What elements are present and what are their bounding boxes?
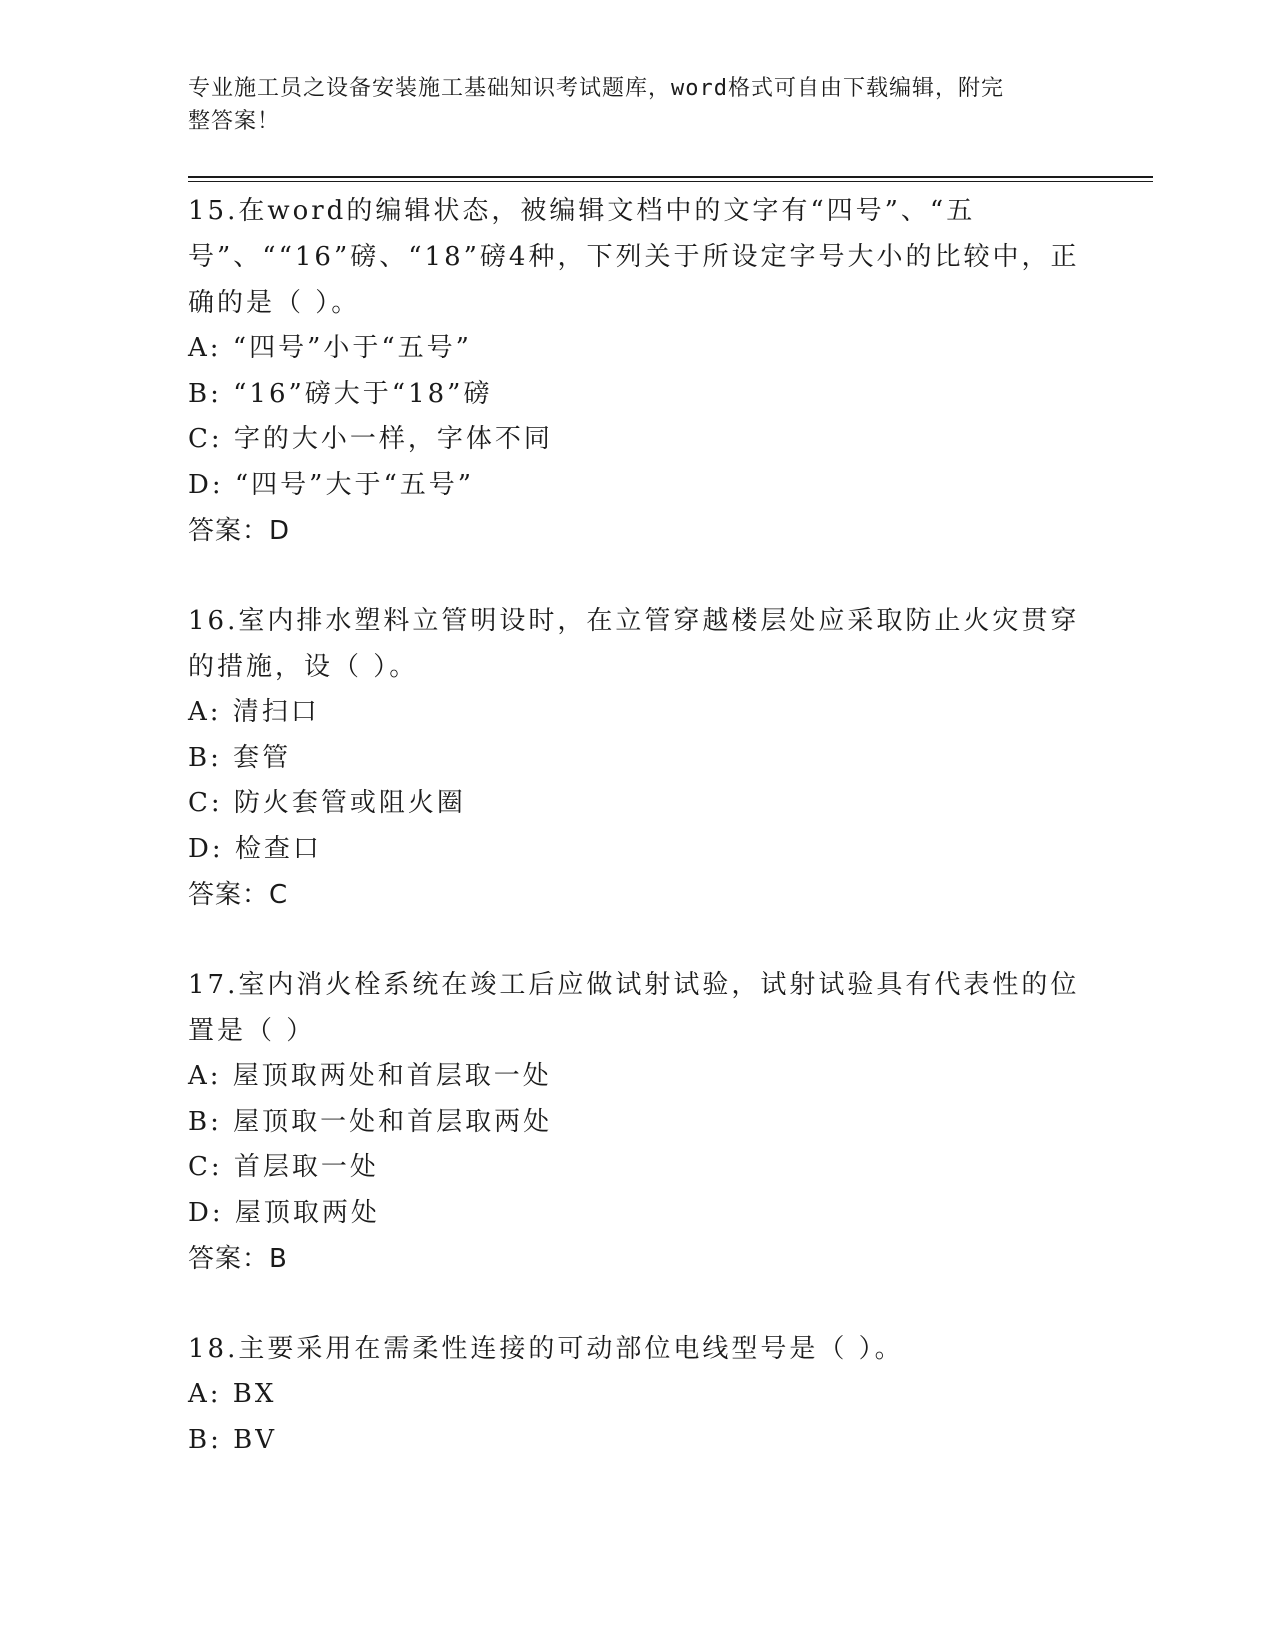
question-18	[188, 1326, 1088, 1463]
header-line-2: 整答案！	[188, 109, 281, 134]
answer-line: 答案：C	[188, 880, 289, 910]
option-b: B: “16”磅大于“18”磅	[188, 378, 493, 409]
option-a: A: BX	[188, 1379, 277, 1409]
question-stem: 17.室内消火栓系统在竣工后应做试射试验，试射试验具有代表性的位置是（ ）	[188, 970, 1080, 1046]
option-c: C: 首层取一处	[188, 1152, 379, 1182]
option-d: D: 屋顶取两处	[188, 1197, 380, 1228]
option-b: B: 套管	[188, 742, 292, 773]
question-stem: 16.室内排水塑料立管明设时，在立管穿越楼层处应采取防止火灾贯穿的措施，设（ ）。	[188, 606, 1080, 682]
document-header	[188, 72, 1068, 138]
option-b: B: BV	[188, 1424, 278, 1455]
header-divider-thin	[188, 181, 1153, 182]
question-list	[188, 188, 1088, 1507]
option-a: A: “四号”小于“五号”	[188, 333, 472, 363]
option-d: D: “四号”大于“五号”	[188, 469, 475, 500]
question-stem: 15.在word的编辑状态，被编辑文档中的文字有“四号”、“五号”、““16”磅、“18”磅4种，下列关于所设定字号大小的比较中，正确的是（ ）。	[188, 196, 1080, 318]
answer-line: 答案：B	[188, 1244, 288, 1274]
option-c: C: 字的大小一样，字体不同	[188, 424, 553, 454]
header-divider-thick	[188, 176, 1153, 178]
option-c: C: 防火套管或阻火圈	[188, 788, 466, 818]
question-17	[188, 962, 1088, 1282]
question-16	[188, 598, 1088, 918]
option-a: A: 屋顶取两处和首层取一处	[188, 1061, 552, 1091]
option-b: B: 屋顶取一处和首层取两处	[188, 1106, 553, 1137]
answer-line: 答案：D	[188, 516, 291, 546]
option-d: D: 检查口	[188, 833, 322, 864]
option-a: A: 清扫口	[188, 697, 320, 727]
header-line-1: 专业施工员之设备安装施工基础知识考试题库，word格式可自由下载编辑，附完	[188, 76, 1004, 101]
question-stem: 18.主要采用在需柔性连接的可动部位电线型号是（ ）。	[188, 1334, 904, 1364]
question-15	[188, 188, 1088, 554]
